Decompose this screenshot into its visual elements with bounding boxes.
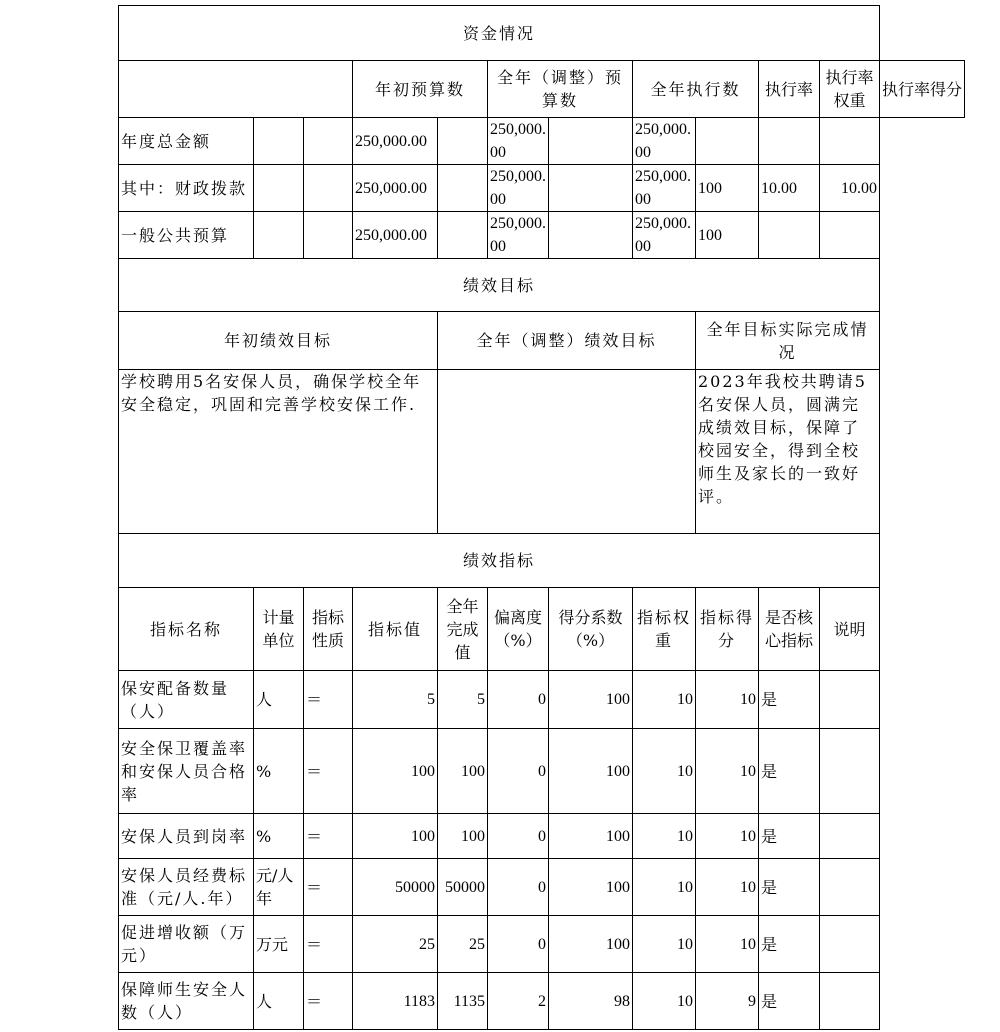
indicator-nature: ＝ xyxy=(304,729,353,814)
executed-value: 250,000.00 xyxy=(633,212,696,259)
initial-budget-value: 250,000.00 xyxy=(353,118,438,165)
indicator-unit: % xyxy=(254,729,304,814)
indicator-score: 10 xyxy=(696,814,759,859)
blank-cell xyxy=(549,165,633,212)
indicator-coefficient: 100 xyxy=(549,814,633,859)
indicator-name: 保安配备数量（人） xyxy=(119,671,254,729)
blank-cell xyxy=(549,212,633,259)
header-initial-goal: 年初绩效目标 xyxy=(119,312,438,370)
indicator-deviation: 0 xyxy=(488,729,549,814)
indicator-weight: 10 xyxy=(633,973,696,1030)
header-initial-budget: 年初预算数 xyxy=(353,61,488,118)
indicator-note xyxy=(820,814,880,859)
goals-section-title: 绩效目标 xyxy=(119,259,880,312)
blank-cell xyxy=(254,212,304,259)
indicator-row xyxy=(119,814,965,859)
indicator-actual: 25 xyxy=(438,916,488,973)
funding-row xyxy=(119,118,965,165)
funding-row-label: 一般公共预算 xyxy=(119,212,254,259)
indicator-target: 100 xyxy=(353,729,438,814)
header-adjusted-goal: 全年（调整）绩效目标 xyxy=(438,312,696,370)
blank-cell xyxy=(549,118,633,165)
rate-weight-value xyxy=(759,212,820,259)
indicators-section-title: 绩效指标 xyxy=(119,534,880,588)
indicator-core: 是 xyxy=(759,729,820,814)
indicator-score: 10 xyxy=(696,859,759,916)
indicator-weight: 10 xyxy=(633,859,696,916)
indicator-target: 5 xyxy=(353,671,438,729)
header-executed: 全年执行数 xyxy=(633,61,759,118)
funding-section-title: 资金情况 xyxy=(119,6,880,61)
indicator-deviation: 0 xyxy=(488,916,549,973)
header-exec-rate: 执行率 xyxy=(759,61,820,118)
rate-score-value xyxy=(820,118,880,165)
indicator-name: 保障师生安全人数（人） xyxy=(119,973,254,1030)
indicator-core: 是 xyxy=(759,973,820,1030)
header-rate-weight: 执行率权重 xyxy=(820,61,880,118)
indicator-name: 安全保卫覆盖率和安保人员合格率 xyxy=(119,729,254,814)
header-adjusted-budget: 全年（调整）预算数 xyxy=(488,61,633,118)
indicator-target: 100 xyxy=(353,814,438,859)
indicator-row xyxy=(119,859,965,916)
performance-report-table xyxy=(118,5,965,1030)
indicator-core: 是 xyxy=(759,814,820,859)
blank-cell xyxy=(438,118,488,165)
indicator-weight: 10 xyxy=(633,916,696,973)
blank-cell xyxy=(254,118,304,165)
header-unit: 计量单位 xyxy=(254,588,304,671)
indicator-row xyxy=(119,671,965,729)
initial-budget-value: 250,000.00 xyxy=(353,212,438,259)
indicator-actual: 100 xyxy=(438,814,488,859)
indicator-unit: 元/人年 xyxy=(254,859,304,916)
indicator-core: 是 xyxy=(759,859,820,916)
blank-cell xyxy=(304,118,353,165)
indicator-note xyxy=(820,859,880,916)
adjusted-budget-value: 250,000.00 xyxy=(488,212,549,259)
indicator-unit: % xyxy=(254,814,304,859)
exec-rate-value xyxy=(696,118,759,165)
indicator-row xyxy=(119,916,965,973)
blank-cell xyxy=(438,212,488,259)
funding-row xyxy=(119,165,965,212)
header-note: 说明 xyxy=(820,588,880,671)
initial-budget-value: 250,000.00 xyxy=(353,165,438,212)
header-actual: 全年完成值 xyxy=(438,588,488,671)
indicator-coefficient: 100 xyxy=(549,859,633,916)
adjusted-budget-value: 250,000.00 xyxy=(488,165,549,212)
indicator-target: 50000 xyxy=(353,859,438,916)
header-coefficient: 得分系数（%） xyxy=(549,588,633,671)
blank-cell xyxy=(304,212,353,259)
indicator-note xyxy=(820,671,880,729)
header-actual-goal: 全年目标实际完成情况 xyxy=(696,312,880,370)
indicator-coefficient: 100 xyxy=(549,729,633,814)
indicator-note xyxy=(820,729,880,814)
header-nature: 指标性质 xyxy=(304,588,353,671)
indicator-weight: 10 xyxy=(633,814,696,859)
initial-goal-text: 学校聘用5名安保人员，确保学校全年安全稳定，巩固和完善学校安保工作. xyxy=(119,370,438,534)
rate-score-value xyxy=(820,212,880,259)
rate-weight-value xyxy=(759,118,820,165)
indicator-target: 25 xyxy=(353,916,438,973)
rate-score-value: 10.00 xyxy=(820,165,880,212)
indicator-nature: ＝ xyxy=(304,814,353,859)
funding-row-label: 其中：财政拨款 xyxy=(119,165,254,212)
indicator-name: 促进增收额（万元） xyxy=(119,916,254,973)
header-target: 指标值 xyxy=(353,588,438,671)
indicator-actual: 5 xyxy=(438,671,488,729)
adjusted-goal-text xyxy=(438,370,696,534)
exec-rate-value: 100 xyxy=(696,212,759,259)
indicator-nature: ＝ xyxy=(304,916,353,973)
header-core: 是否核心指标 xyxy=(759,588,820,671)
blank-cell xyxy=(254,165,304,212)
funding-header-blank xyxy=(119,61,353,118)
indicator-deviation: 0 xyxy=(488,814,549,859)
blank-cell xyxy=(304,165,353,212)
indicator-weight: 10 xyxy=(633,729,696,814)
header-indicator-name: 指标名称 xyxy=(119,588,254,671)
indicator-actual: 1135 xyxy=(438,973,488,1030)
indicator-unit: 人 xyxy=(254,973,304,1030)
indicator-score: 10 xyxy=(696,916,759,973)
indicator-nature: ＝ xyxy=(304,973,353,1030)
indicator-actual: 50000 xyxy=(438,859,488,916)
executed-value: 250,000.00 xyxy=(633,118,696,165)
exec-rate-value: 100 xyxy=(696,165,759,212)
actual-goal-text: 2023年我校共聘请5名安保人员，圆满完成绩效目标，保障了校园安全，得到全校师生及家长的一致好评。 xyxy=(696,370,880,534)
header-deviation: 偏离度（%） xyxy=(488,588,549,671)
indicator-deviation: 0 xyxy=(488,859,549,916)
indicator-deviation: 0 xyxy=(488,671,549,729)
indicator-coefficient: 98 xyxy=(549,973,633,1030)
indicator-unit: 人 xyxy=(254,671,304,729)
indicator-row xyxy=(119,973,965,1030)
indicator-score: 9 xyxy=(696,973,759,1030)
indicator-coefficient: 100 xyxy=(549,916,633,973)
indicator-actual: 100 xyxy=(438,729,488,814)
header-weight: 指标权重 xyxy=(633,588,696,671)
adjusted-budget-value: 250,000.00 xyxy=(488,118,549,165)
indicator-unit: 万元 xyxy=(254,916,304,973)
indicator-note xyxy=(820,973,880,1030)
indicator-note xyxy=(820,916,880,973)
indicator-score: 10 xyxy=(696,729,759,814)
funding-row xyxy=(119,212,965,259)
header-rate-score: 执行率得分 xyxy=(880,61,965,118)
indicator-nature: ＝ xyxy=(304,671,353,729)
indicator-nature: ＝ xyxy=(304,859,353,916)
indicator-name: 安保人员到岗率 xyxy=(119,814,254,859)
indicator-deviation: 2 xyxy=(488,973,549,1030)
executed-value: 250,000.00 xyxy=(633,165,696,212)
funding-row-label: 年度总金额 xyxy=(119,118,254,165)
indicator-name: 安保人员经费标准（元/人.年） xyxy=(119,859,254,916)
header-score: 指标得分 xyxy=(696,588,759,671)
indicator-core: 是 xyxy=(759,671,820,729)
indicator-weight: 10 xyxy=(633,671,696,729)
indicator-score: 10 xyxy=(696,671,759,729)
indicator-row xyxy=(119,729,965,814)
blank-cell xyxy=(438,165,488,212)
indicator-coefficient: 100 xyxy=(549,671,633,729)
rate-weight-value: 10.00 xyxy=(759,165,820,212)
indicator-core: 是 xyxy=(759,916,820,973)
indicator-target: 1183 xyxy=(353,973,438,1030)
